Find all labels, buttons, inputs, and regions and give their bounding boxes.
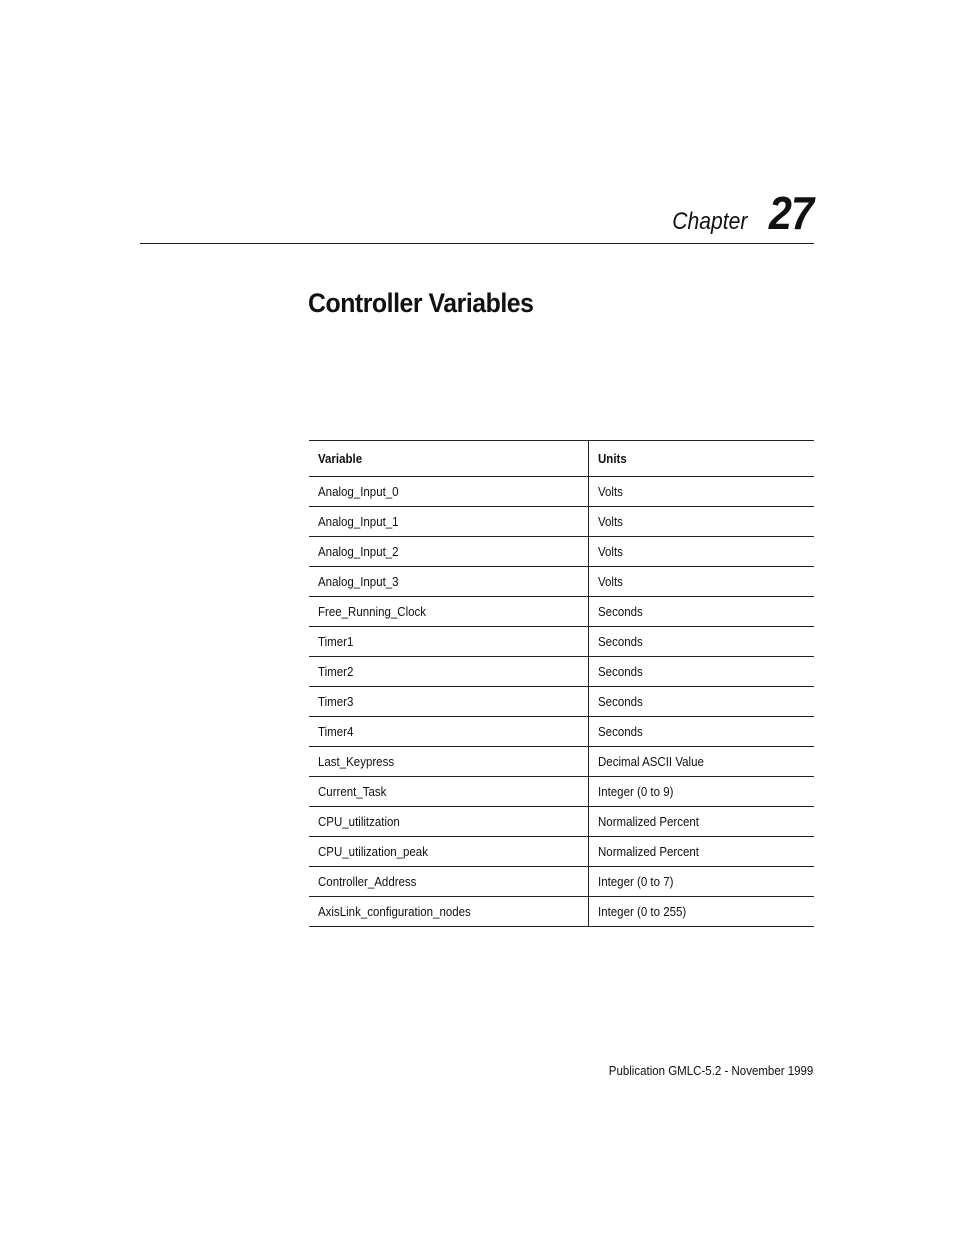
- table-row: [309, 507, 814, 537]
- variable-cell: AxisLink_configuration_nodes: [309, 897, 589, 927]
- units-cell: Volts: [589, 537, 814, 567]
- variable-cell: CPU_utilization_peak: [309, 837, 589, 867]
- variable-cell: Timer3: [309, 687, 589, 717]
- table-row: [309, 867, 814, 897]
- variable-cell: Controller_Address: [309, 867, 589, 897]
- units-cell: Seconds: [589, 627, 814, 657]
- table-row: [309, 747, 814, 777]
- units-cell: Normalized Percent: [589, 807, 814, 837]
- table-row: [309, 897, 814, 927]
- header-units: Units: [589, 441, 814, 477]
- variable-cell: Last_Keypress: [309, 747, 589, 777]
- units-cell: Seconds: [589, 687, 814, 717]
- table-row: [309, 657, 814, 687]
- table-row: [309, 807, 814, 837]
- units-cell: Integer (0 to 7): [589, 867, 814, 897]
- units-cell: Seconds: [589, 657, 814, 687]
- variable-cell: Analog_Input_1: [309, 507, 589, 537]
- table-header-row: [309, 441, 814, 477]
- chapter-heading: [662, 186, 813, 240]
- variable-cell: Timer4: [309, 717, 589, 747]
- variable-cell: Timer1: [309, 627, 589, 657]
- page-title: Controller Variables: [308, 288, 534, 318]
- table-row: [309, 627, 814, 657]
- variable-cell: Analog_Input_2: [309, 537, 589, 567]
- chapter-number: 27: [768, 187, 813, 239]
- controller-variables-table: [309, 440, 814, 927]
- units-cell: Integer (0 to 9): [589, 777, 814, 807]
- units-cell: Seconds: [589, 717, 814, 747]
- table-row: [309, 537, 814, 567]
- variable-cell: Analog_Input_3: [309, 567, 589, 597]
- publication-footer: [591, 1064, 813, 1078]
- chapter-label: Chapter: [672, 208, 748, 235]
- header-variable: Variable: [309, 441, 589, 477]
- chapter-divider: [140, 243, 814, 244]
- table-row: [309, 597, 814, 627]
- units-cell: Volts: [589, 567, 814, 597]
- units-cell: Seconds: [589, 597, 814, 627]
- units-cell: Volts: [589, 477, 814, 507]
- units-cell: Integer (0 to 255): [589, 897, 814, 927]
- variable-cell: Current_Task: [309, 777, 589, 807]
- units-cell: Volts: [589, 507, 814, 537]
- table-row: [309, 777, 814, 807]
- variable-cell: Free_Running_Clock: [309, 597, 589, 627]
- variable-cell: CPU_utilitzation: [309, 807, 589, 837]
- variable-cell: Timer2: [309, 657, 589, 687]
- table-body: [309, 477, 814, 927]
- table-row: [309, 837, 814, 867]
- table-row: [309, 687, 814, 717]
- variable-cell: Analog_Input_0: [309, 477, 589, 507]
- publication-info: Publication GMLC-5.2 - November 1999: [608, 1064, 813, 1078]
- table-row: [309, 567, 814, 597]
- units-cell: Normalized Percent: [589, 837, 814, 867]
- table-row: [309, 477, 814, 507]
- units-cell: Decimal ASCII Value: [589, 747, 814, 777]
- table-row: [309, 717, 814, 747]
